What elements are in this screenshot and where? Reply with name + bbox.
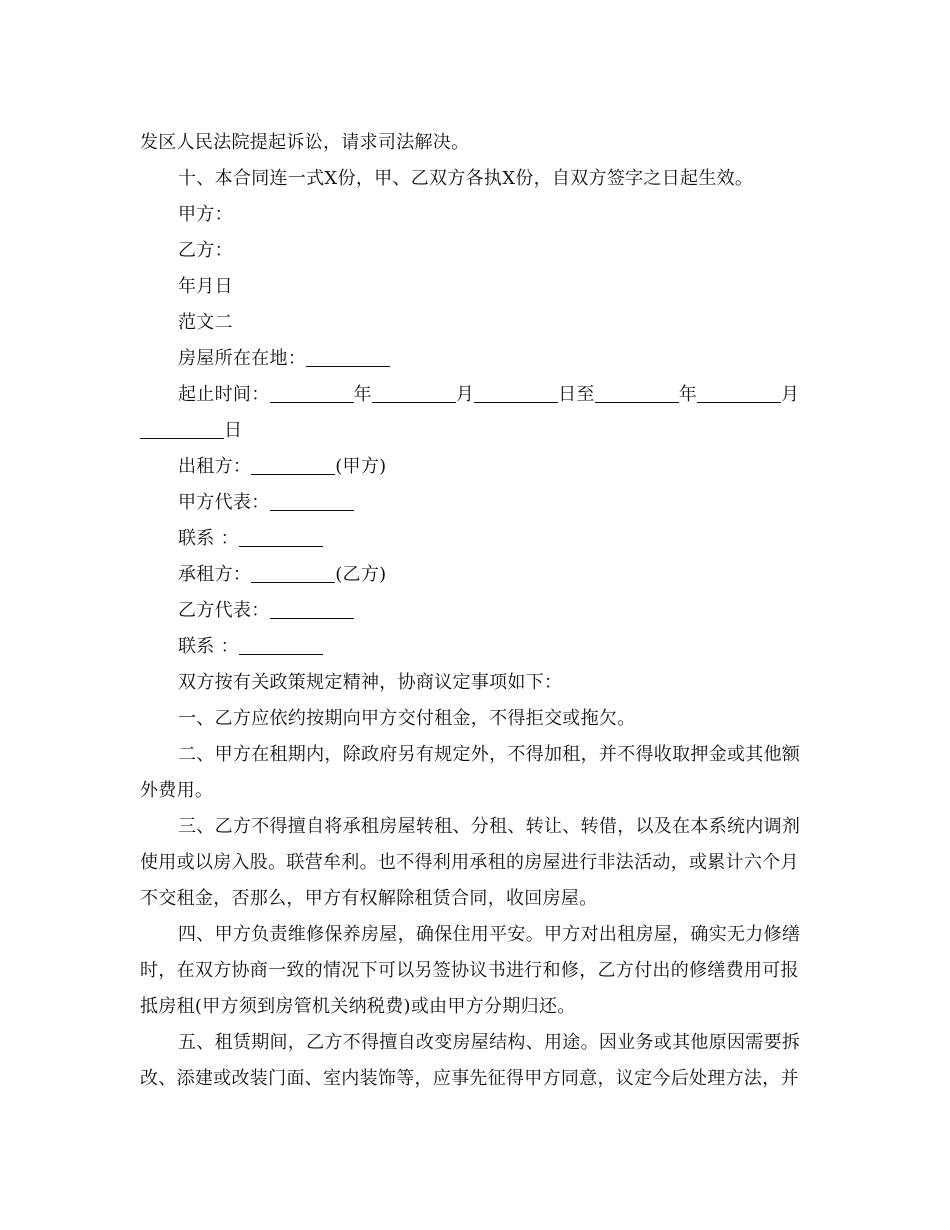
contact-line-b (140, 629, 812, 665)
clause-line: 五、租赁期间，乙方不得擅自改变房屋结构、用途。因业务或其他原因需要拆 (178, 1032, 801, 1053)
contact-label: 联系 ： (178, 636, 239, 657)
clause-line: 改、添建或改装门面、室内装饰等，应事先征得甲方同意，议定今后处理方法，并 (140, 1068, 799, 1089)
month-label: 月 (781, 384, 800, 405)
blank-field (372, 386, 456, 403)
day-to-label: 日至 (558, 384, 595, 405)
blank-field (251, 458, 335, 475)
clause-line: 抵房租(甲方须到房管机关纳税费)或由甲方分期归还。 (140, 996, 576, 1017)
party-b-label: 乙方： (178, 240, 233, 261)
party-a-rep-line (140, 485, 812, 521)
clause-line: 二、甲方在租期内，除政府另有规定外，不得加租，并不得收取押金或其他额 (178, 744, 801, 765)
year-label: 年 (353, 384, 372, 405)
date-label: 年月日 (178, 276, 233, 297)
party-b-rep-line (140, 593, 812, 629)
blank-field (239, 530, 323, 547)
lessor-label: 出租方： (178, 456, 252, 477)
clause-line: 三、乙方不得擅自将承租房屋转租、分租、转让、转借，以及在本系统内调剂 (178, 816, 801, 837)
blank-field (239, 638, 323, 655)
blank-field (697, 386, 781, 403)
text-line: 发区人民法院提起诉讼，请求司法解决。 (140, 132, 470, 153)
lessor-line (140, 449, 812, 485)
clause-line: 四、甲方负责维修保养房屋，确保住用平安。甲方对出租房屋，确实无力修缮 (178, 924, 801, 945)
clause-five (140, 1025, 812, 1097)
party-a-rep-label: 甲方代表： (178, 492, 270, 513)
blank-field (306, 350, 390, 367)
blank-field (595, 386, 679, 403)
blank-field (270, 386, 354, 403)
lessee-label: 承租方： (178, 564, 252, 585)
contact-line-a (140, 521, 812, 557)
contact-label: 联系 ： (178, 528, 239, 549)
party-b-rep-label: 乙方代表： (178, 600, 270, 621)
blank-field (270, 494, 354, 511)
term-period-line-cont (140, 413, 812, 449)
clause-ten: 十、本合同连一式X份，甲、乙双方各执X份，自双方签字之日起生效。 (178, 168, 754, 189)
lessee-line (140, 557, 812, 593)
clause-one: 一、乙方应依约按期向甲方交付租金，不得拒交或拖欠。 (178, 708, 636, 729)
blank-field (140, 422, 224, 439)
month-label: 月 (455, 384, 475, 405)
section-title: 范文二 (178, 312, 233, 333)
party-b-tag: (乙方) (335, 564, 387, 585)
blank-field (251, 566, 335, 583)
property-location-line (140, 341, 812, 377)
clause-four (140, 917, 812, 1025)
property-location-label: 房屋所在在地： (178, 348, 307, 369)
blank-field (474, 386, 558, 403)
document-body (140, 125, 812, 1097)
term-label: 起止时间： (178, 384, 270, 405)
term-period-line (140, 377, 812, 413)
clause-two (140, 737, 812, 809)
clause-line: 不交租金，否那么，甲方有权解除租赁合同，收回房屋。 (140, 888, 598, 909)
party-a-tag: (甲方) (335, 456, 387, 477)
blank-field (270, 602, 354, 619)
clause-line: 外费用。 (140, 780, 214, 801)
clause-line: 使用或以房入股。联营牟利。也不得利用承租的房屋进行非法活动，或累计六个月 (140, 852, 799, 873)
clause-line: 时，在双方协商一致的情况下可以另签协议书进行和修，乙方付出的修缮费用可报 (140, 960, 799, 981)
party-a-label: 甲方： (178, 204, 233, 225)
year-label: 年 (678, 384, 698, 405)
agreement-intro: 双方按有关政策规定精神，协商议定事项如下： (178, 672, 563, 693)
clause-three (140, 809, 812, 917)
day-label: 日 (224, 420, 243, 441)
